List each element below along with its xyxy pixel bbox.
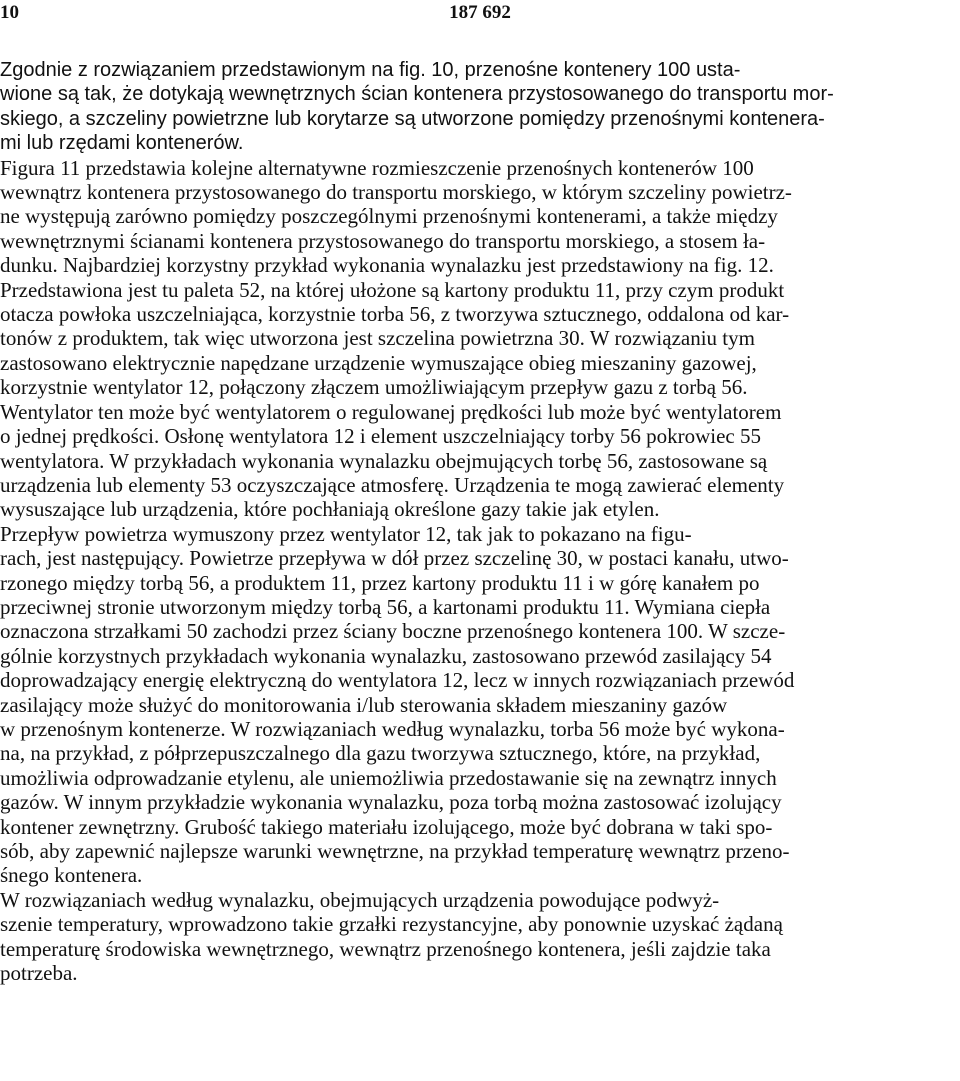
paragraph: Zgodnie z rozwiązaniem przedstawionym na fig. 10, przenośne kontenery 100 usta- wione są tak, że dotykają wewnętrznych ścian kontenera przystosowanego do transportu mor- skiego, a szczeliny powietrzne lub korytarze są utworzone pomiędzy przenośnymi kontenera- mi lub rzędami kontenerów. [0,59,834,155]
body-text [0,58,960,985]
paragraph: W rozwiązaniach według wynalazku, obejmujących urządzenia powodujące podwyż- szenie temperatury, wprowadzono takie grzałki rezystancyjne, aby ponownie uzyskać żądaną temperaturę środowiska wewnętrznego, wewnątrz przenośnego kontenera, jeśli zajdzie taka potrzeba. [0,887,783,986]
paragraph: Figura 11 przedstawia kolejne alternatywne rozmieszczenie przenośnych kontenerów 100 wewnątrz kontenera przystosowanego do transportu morskiego, w którym szczeliny powietrz- ne występują zarówno pomiędzy poszczególnymi przenośnymi kontenerami, a także między wewnętrznymi ścianami kontenera przystosowanego do transportu morskiego, a stosem ła- dunku. Najbardziej korzystny przykład wykonania wynalazku jest przedstawiony na fig. 12. Przedstawiona jest tu paleta 52, na której ułożone są kartony produktu 11, przy czym produkt otacza powłoka uszczelniająca, korzystnie torba 56, z tworzywa sztucznego, oddalona od kar- tonów z produktem, tak więc utworzona jest szczelina powietrzna 30. W rozwiązaniu tym zastosowano elektrycznie napędzane urządzenie wymuszające obieg mieszaniny gazowej, korzystnie wentylator 12, połączony złączem umożliwiającym przepływ gazu z torbą 56. Wentylator ten może być wentylatorem o regulowanej prędkości lub może być wentylatorem o jednej prędkości. Osłonę wentylatora 12 i element uszczelniający torby 56 pokrowiec 55 wentylatora. W przykładach wykonania wynalazku obejmujących torbę 56, zastosowane są urządzenia lub elementy 53 oczyszczające atmosferę. Urządzenia te mogą zawierać elementy wysuszające lub urządzenia, które pochłaniają określone gazy takie jak etylen. [0,155,792,522]
page-number: 10 [0,2,19,23]
paragraph: Przepływ powietrza wymuszony przez wentylator 12, tak jak to pokazano na figu- rach, jest następujący. Powietrze przepływa w dół przez szczelinę 30, w postaci kanału, utwo- rzonego między torbą 56, a produktem 11, przez kartony produktu 11 i w górę kanałem po przeciwnej stronie utworzonym między torbą 56, a kartonami produktu 11. Wymiana ciepła oznaczona strzałkami 50 zachodzi przez ściany boczne przenośnego kontenera 100. W szcze- gólnie korzystnych przykładach wykonania wynalazku, zastosowano przewód zasilający 54 doprowadzający energię elektryczną do wentylatora 12, lecz w innych rozwiązaniach przewód zasilający może służyć do monitorowania i/lub sterowania składem mieszaniny gazów w przenośnym kontenerze. W rozwiązaniach według wynalazku, torba 56 może być wykona- na, na przykład, z półprzepuszczalnego dla gazu tworzywa sztucznego, które, na przykład, umożliwia odprowadzanie etylenu, ale uniemożliwia przedostawanie się na zewnątrz innych gazów. W innym przykładzie wykonania wynalazku, poza torbą można zastosować izolujący kontener zewnętrzny. Grubość takiego materiału izolującego, może być dobrana w taki spo- sób, aby zapewnić najlepsze warunki wewnętrzne, na przykład temperaturę wewnątrz przeno- śnego kontenera. [0,521,795,888]
document-number: 187 692 [449,2,511,23]
